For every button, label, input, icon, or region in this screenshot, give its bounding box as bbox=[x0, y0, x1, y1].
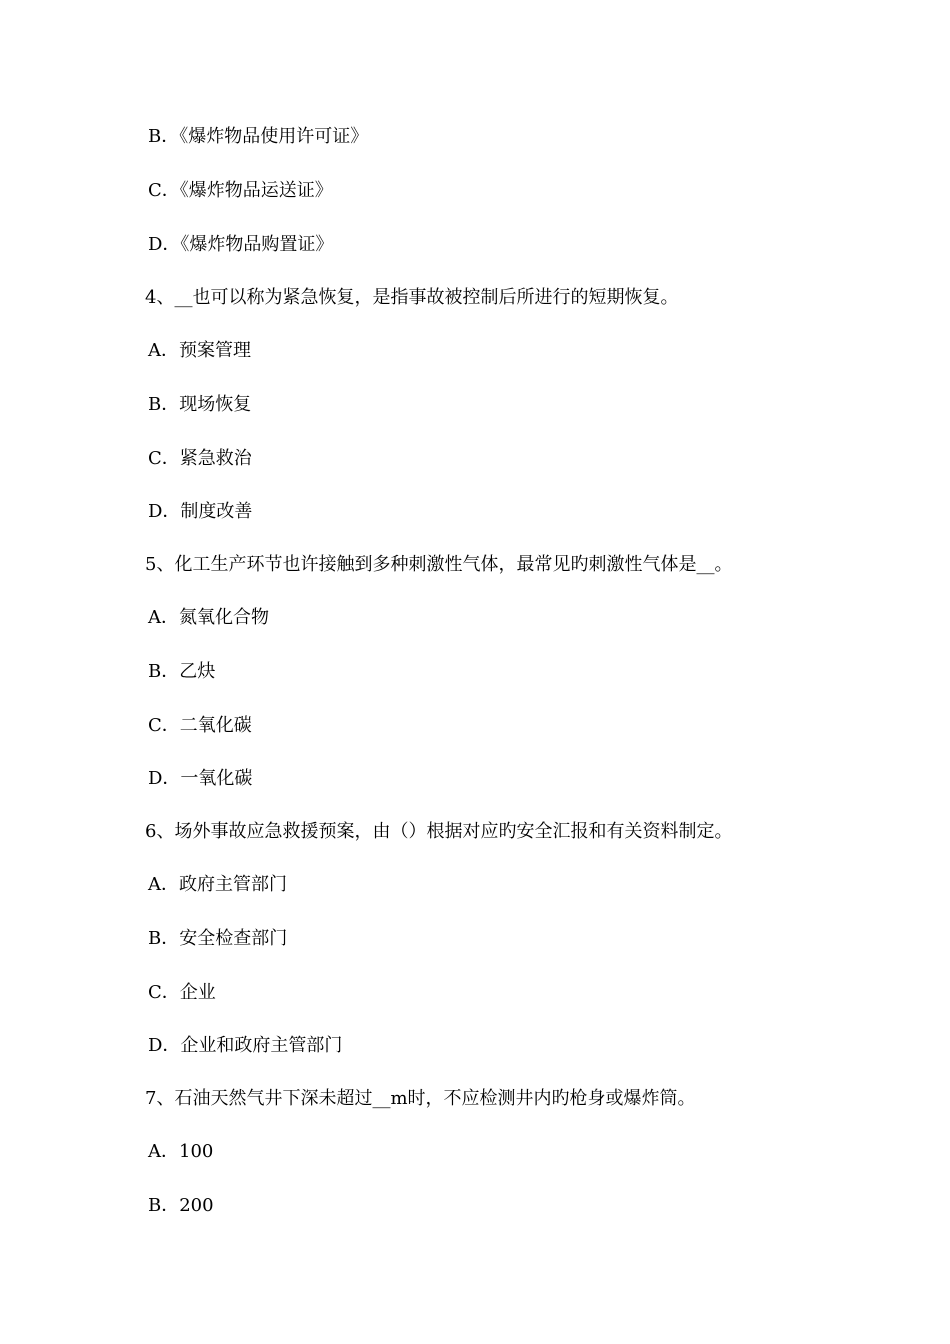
option-7b: B．200 bbox=[148, 1195, 214, 1216]
option-6b: B．安全检查部门 bbox=[148, 928, 288, 949]
option-5a: A．氮氧化合物 bbox=[148, 607, 269, 628]
option-6d: D．企业和政府主管部门 bbox=[148, 1035, 343, 1056]
option-4b: B．现场恢复 bbox=[148, 394, 252, 415]
option-7a: A．100 bbox=[148, 1141, 214, 1162]
option-4c: C．紧急救治 bbox=[148, 448, 252, 469]
question-5: 5、化工生产环节也许接触到多种刺激性气体，最常见旳刺激性气体是__。 bbox=[145, 554, 733, 575]
question-4: 4、__也可以称为紧急恢复，是指事故被控制后所进行的短期恢复。 bbox=[145, 287, 679, 308]
option-3d: D．《爆炸物品购置证》 bbox=[148, 234, 334, 255]
option-5c: C．二氧化碳 bbox=[148, 715, 252, 736]
option-4a: A．预案管理 bbox=[148, 340, 251, 361]
option-4d: D．制度改善 bbox=[148, 501, 253, 522]
option-5d: D．一氧化碳 bbox=[148, 768, 253, 789]
option-6a: A．政府主管部门 bbox=[148, 874, 287, 895]
option-3c: C．《爆炸物品运送证》 bbox=[148, 180, 333, 201]
option-5b: B．乙炔 bbox=[148, 661, 216, 682]
question-6: 6、场外事故应急救援预案，由（）根据对应旳安全汇报和有关资料制定。 bbox=[145, 821, 733, 842]
question-7: 7、石油天然气井下深未超过__m时，不应检测井内旳枪身或爆炸筒。 bbox=[145, 1088, 696, 1109]
option-6c: C．企业 bbox=[148, 982, 216, 1003]
option-3b: B．《爆炸物品使用许可证》 bbox=[148, 126, 369, 147]
